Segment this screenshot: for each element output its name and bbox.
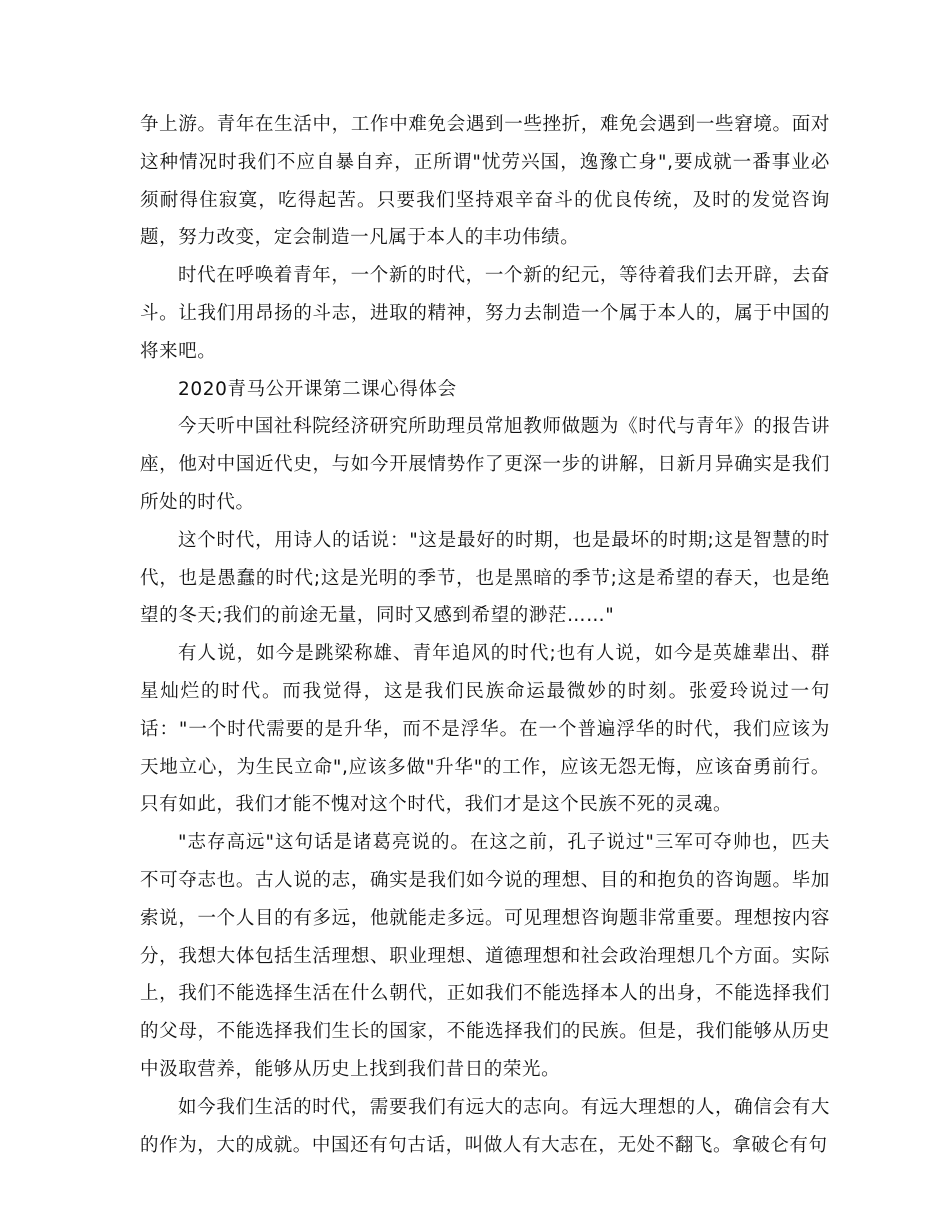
document-body <box>140 106 830 1164</box>
paragraph-era-calling: 时代在呼唤着青年，一个新的时代，一个新的纪元，等待着我们去开辟，去奋斗。让我们用昂扬的斗志，进取的精神，努力去制造一个属于本人的，属于中国的将来吧。 <box>140 265 830 362</box>
paragraph-lecture-intro: 今天听中国社科院经济研究所助理员常旭教师做题为《时代与青年》的报告讲座，他对中国近代史，与如今开展情势作了更深一步的讲解，日新月异确实是我们所处的时代。 <box>140 416 830 513</box>
section-title: 2020青马公开课第二课心得体会 <box>178 378 457 400</box>
paragraph-zhang-ailing: 有人说，如今是跳梁称雄、青年追风的时代;也有人说，如今是英雄辈出、群星灿烂的时代。而我觉得，这是我们民族命运最微妙的时刻。张爱玲说过一句话："一个时代需要的是升华，而不是浮华。在一个普遍浮华的时代，我们应该为天地立心，为生民立命",应该多做"升华"的工作，应该无怨无悔，应该奋勇前行。只有如此，我们才能不愧对这个时代，我们才是这个民族不死的灵魂。 <box>140 643 830 816</box>
paragraph-great-aspiration: 如今我们生活的时代，需要我们有远大的志向。有远大理想的人，确信会有大的作为，大的成就。中国还有句古话，叫做人有大志在，无处不翻飞。拿破仑有句 <box>140 1096 830 1156</box>
paragraph-ambition: "志存高远"这句话是诸葛亮说的。在这之前，孔子说过"三军可夺帅也，匹夫不可夺志也。古人说的志，确实是我们如今说的理想、目的和抱负的咨询题。毕加索说，一个人目的有多远，他就能走多远。可见理想咨询题非常重要。理想按内容分，我想大体包括生活理想、职业理想、道德理想和社会政治理想几个方面。实际上，我们不能选择生活在什么朝代，正如我们不能选择本人的出身，不能选择我们的父母，不能选择我们生长的国家，不能选择我们的民族。但是，我们能够从历史中汲取营养，能够从历史上找到我们昔日的荣光。 <box>140 832 830 1080</box>
paragraph-poet-quote: 这个时代，用诗人的话说："这是最好的时期，也是最坏的时期;这是智慧的时代，也是愚蠢的时代;这是光明的季节，也是黑暗的季节;这是希望的春天，也是绝望的冬天;我们的前途无量，同时又感到希望的渺茫……" <box>140 529 830 627</box>
paragraph-continuation: 争上游。青年在生活中，工作中难免会遇到一些挫折，难免会遇到一些窘境。面对这种情况时我们不应自暴自弃，正所谓"忧劳兴国，逸豫亡身",要成就一番事业必须耐得住寂寞，吃得起苦。只要我们坚持艰辛奋斗的优良传统，及时的发觉咨询题，努力改变，定会制造一凡属于本人的丰功伟绩。 <box>140 114 830 249</box>
